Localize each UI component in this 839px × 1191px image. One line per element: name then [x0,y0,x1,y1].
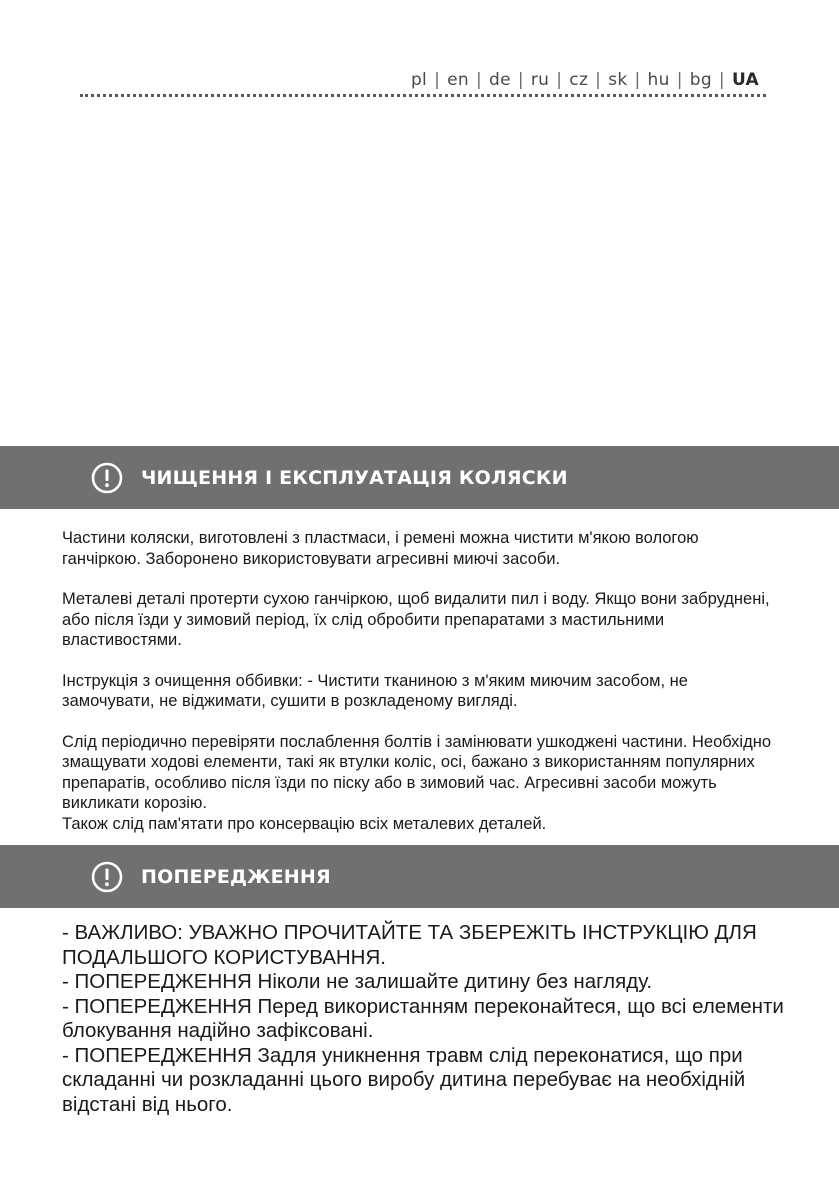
warnings-section-title: ПОПЕРЕДЖЕННЯ [141,865,331,888]
lang-de[interactable]: de [489,70,511,90]
header-dotted-divider [80,94,766,97]
cleaning-paragraph: Інструкція з очищення оббивки: - Чистити тканиною з м'яким миючим засобом, не замочувати, не віджимати, сушити в розкладеному вигляді. [62,671,688,710]
lang-separator: | [517,70,524,90]
cleaning-paragraph: Металеві деталі протерти сухою ганчіркою, щоб видалити пил і воду. Якщо вони забруднені, або після їзди у зимовий період, їх слід обробити препаратами з мастильними властивостями. [62,590,770,649]
warning-item: - ПОПЕРЕДЖЕННЯ Ніколи не залишайте дитину без нагляду. [62,970,653,993]
warning-item: - ПОПЕРЕДЖЕННЯ Перед використанням переконайтеся, що всі елементи блокування надійно зафіксовані. [62,994,784,1042]
lang-separator: | [676,70,683,90]
cleaning-section-body [62,528,782,854]
lang-en[interactable]: en [447,70,469,90]
lang-separator: | [556,70,563,90]
lang-pl[interactable]: pl [410,70,428,90]
cleaning-section-title: ЧИЩЕННЯ І ЕКСПЛУАТАЦІЯ КОЛЯСКИ [141,466,568,489]
lang-bg[interactable]: bg [689,70,712,90]
lang-cz[interactable]: cz [569,70,589,90]
lang-separator: | [634,70,641,90]
lang-separator: | [595,70,602,90]
exclamation-circle-icon [91,861,123,893]
warning-item: - ВАЖЛИВО: УВАЖНО ПРОЧИТАЙТЕ ТА ЗБЕРЕЖІТЬ ІНСТРУКЦІЮ ДЛЯ ПОДАЛЬШОГО КОРИСТУВАННЯ. [62,921,757,969]
lang-separator: | [475,70,482,90]
language-switcher [411,70,759,90]
warnings-section-body [62,921,797,1117]
lang-separator: | [718,70,725,90]
warning-item: - ПОПЕРЕДЖЕННЯ Задля уникнення травм слід переконатися, що при складанні чи розкладанні цього виробу дитина перебуває на необхідній відстані від нього. [62,1043,746,1116]
cleaning-section-header [0,446,839,509]
lang-ru[interactable]: ru [530,70,550,90]
cleaning-paragraph: Слід періодично перевіряти послаблення болтів і замінювати ушкоджені частини. Необхідно змащувати ходові елементи, такі як втулки коліс, осі, бажано з використанням популярних препаратів, особливо після їзди по піску або в зимовий час. Агресивні засоби можуть викликати корозію. [62,732,772,812]
lang-sk[interactable]: sk [608,70,628,90]
exclamation-circle-icon [91,462,123,494]
lang-hu[interactable]: hu [647,70,670,90]
warnings-section-header [0,845,839,908]
lang-ua-active[interactable]: UA [731,70,759,90]
cleaning-paragraph: Частини коляски, виготовлені з пластмаси, і ремені можна чистити м'якою вологою ганчіркою. Заборонено використовувати агресивні миючі засоби. [62,529,699,568]
cleaning-paragraph: Також слід пам'ятати про консервацію всіх металевих деталей. [62,814,547,833]
lang-separator: | [434,70,441,90]
